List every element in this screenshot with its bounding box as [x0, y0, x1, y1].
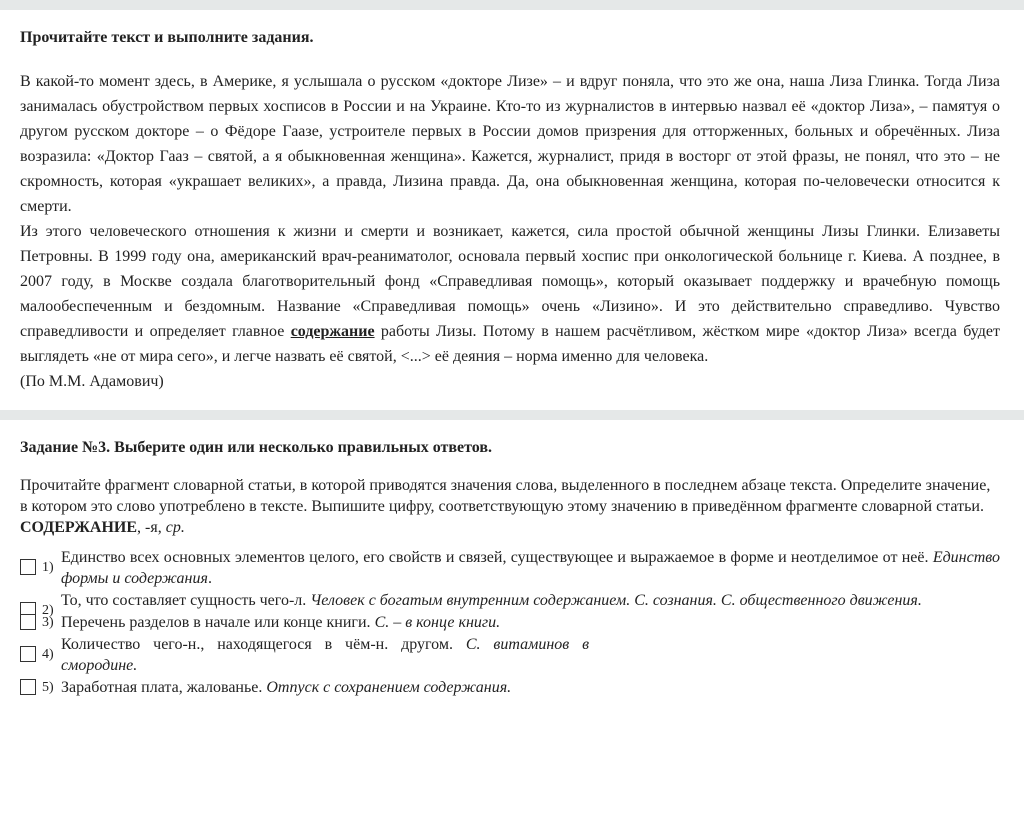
option-1-number: 1) [42, 560, 54, 575]
highlighted-keyword: содержание [290, 323, 375, 340]
option-3-number: 3) [42, 615, 54, 630]
option-5-checkbox[interactable] [20, 679, 36, 695]
option-1-definition: Единство всех основных элементов целого, его свойств и связей, существующее и выражаемое в форме и неотделимое от неё. [61, 549, 929, 566]
reading-section [0, 10, 1024, 394]
reading-paragraph-2 [20, 219, 1000, 369]
task-instruction-2: в котором это слово употреблено в тексте. Выпишите цифру, соответствующую этому значению в приведённом фрагменте словарной статьи. [20, 498, 984, 515]
option-2-number: 2) [42, 603, 54, 618]
entry-suffix: , -я, [137, 519, 166, 536]
paragraph-2-text-end: работы Лизы. Потому в нашем расчётливом, жёстком мире «доктор Лиза» всегда будет выглядеть «не от мира сего», и легче назвать её святой, <...> её деяния – норма именно для человека. [20, 323, 1001, 365]
option-4-definition: Количество чего-н., находящегося в чём-н. другом. [61, 636, 453, 653]
option-5-example: Отпуск с сохранением содержания. [266, 679, 512, 696]
option-1 [20, 547, 1000, 589]
entry-gender: ср. [165, 519, 185, 536]
task-instruction-1: Прочитайте фрагмент словарной статьи, в которой приводятся значения слова, выделенного в последнем абзаце текста. Определите значение, [20, 477, 991, 494]
top-band [0, 0, 1024, 10]
option-1-example: Единство формы и содержания [61, 549, 1001, 587]
option-4-checkbox[interactable] [20, 646, 36, 662]
option-2 [20, 590, 1000, 618]
option-1-checkbox[interactable] [20, 559, 36, 575]
reading-paragraph-1 [20, 69, 1000, 219]
option-1-tail: . [207, 570, 212, 587]
option-5-definition: Заработная плата, жалованье. [61, 679, 263, 696]
option-4-example: С. витаминов в смородине. [61, 636, 590, 674]
option-5-number: 5) [42, 680, 54, 695]
option-4-number: 4) [42, 647, 54, 662]
reading-source: (По М.М. Адамович) [20, 373, 164, 390]
option-3-example: С. – в конце книги. [374, 614, 501, 631]
dictionary-entry-header [20, 517, 1000, 538]
paragraph-1-text: В какой-то момент здесь, в Америке, я услышала о русском «докторе Лизе» – и вдруг поняла, что это же она, наша Лиза Глинка. Тогда Лиза занималась обустройством первых хосписов в России и на Украине. Кто-то из журналистов в интервью назвал её «доктор Лиза», – памятуя о другом русском докторе – о Фёдоре Гаазе, устроителе первых в России домов призрения для отторженных, больных и обречённых. Лиза возразила: «Доктор Гааз – святой, а я обыкновенная женщина». Кажется, журналист, придя в восторг от этой фразы, не понял, что это – не скромность, которая «украшает великих», а правда, Лизина правда. Да, она обыкновенная женщина, которая по-человечески относится к смерти. [20, 73, 1000, 215]
task-heading: Задание №3. Выберите один или несколько правильных ответов. [20, 439, 493, 456]
option-3 [20, 612, 1000, 633]
section-divider [0, 410, 1024, 420]
option-3-definition: Перечень разделов в начале или конце книги. [61, 614, 371, 631]
task-section [0, 420, 1024, 698]
option-4 [20, 634, 589, 676]
option-3-checkbox[interactable] [20, 614, 36, 630]
reading-heading: Прочитайте текст и выполните задания. [20, 29, 314, 46]
option-5 [20, 677, 1000, 698]
paragraph-2-text-start: Из этого человеческого отношения к жизни и смерти и возникает, кажется, сила простой обычной женщины Лизы Глинки. Елизаветы Петровны. В 1999 году она, американский врач-реаниматолог, основала первый хоспис при онкологической больнице г. Киева. А позднее, в 2007 году, в Москве создала благотворительный фонд «Справедливая помощь», который оказывает поддержку и врачебную помощь малообеспеченным и бездомным. Название «Справедливая помощь» очень «Лизино». И это действительно справедливо. Чувство справедливости и определяет главное [20, 223, 1000, 340]
options-list [20, 547, 1000, 698]
option-2-definition: То, что составляет сущность чего-л. [61, 592, 307, 609]
entry-word: СОДЕРЖАНИЕ [20, 519, 138, 536]
option-2-example: Человек с богатым внутренним содержанием. С. сознания. С. общественного движения. [310, 592, 922, 609]
